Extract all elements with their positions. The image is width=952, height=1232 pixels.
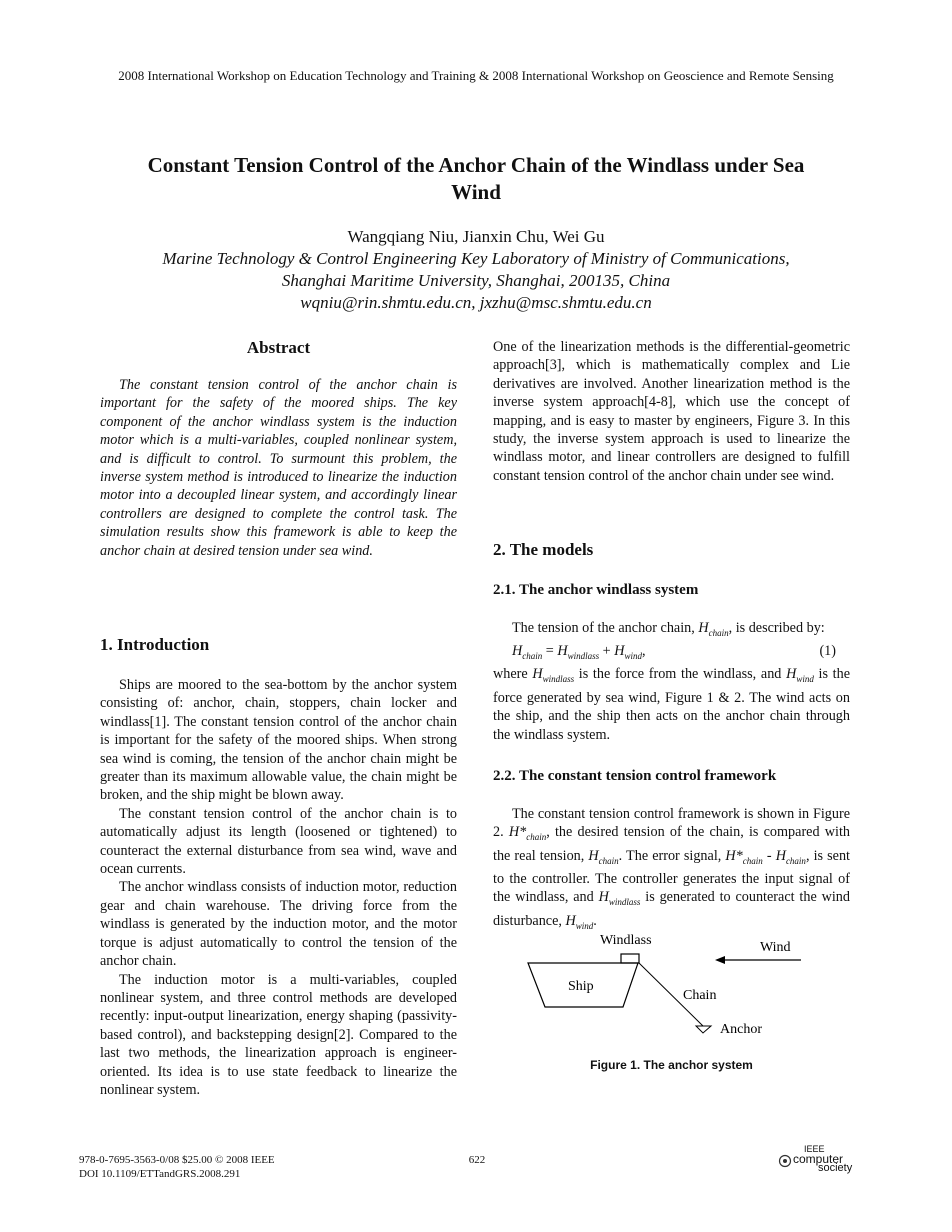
- equation-1: $H_{chain} = H_{windlass} + H_{wind}$, (1): [512, 643, 836, 662]
- right-column-intro: [493, 338, 850, 485]
- anchor-label: Anchor: [720, 1022, 762, 1037]
- intro-paragraph-2: The constant tension control of the anchor chain is to automatically adjust its length (loosened or tightened) to counteract the external disturbance from sea wind, wave and ocean currents.: [100, 805, 457, 878]
- introduction-heading: 1. Introduction: [100, 635, 210, 654]
- intro-paragraph-3: The anchor windlass consists of induction motor, reduction gear and chain warehouse. The driving force from the windlass is generated by the induction motor, and the motor torque is adjust automatically to control the tension of the anchor chain.: [100, 879, 457, 970]
- equation-number: (1): [819, 643, 836, 660]
- section-2-2-body: [493, 805, 850, 935]
- paper-title: [100, 152, 852, 206]
- ieee-computer-society-logo: [778, 1145, 860, 1175]
- figure-1-caption: Figure 1. The anchor system: [590, 1058, 753, 1072]
- abstract-text: The constant tension control of the anchor chain is important for the safety of the moored ships. The key component of the anchor windlass system is the induction motor which is a multi-variables, coupled nonlinear system, and is difficult to control. To surmount this problem, the inverse system method is introduced to linearize the induction motor into a decoupled linear system, and accordingly linear controllers are designed to complete the control task. The simulation results show this framework is able to keep the anchor chain at desired tension under sea wind.: [100, 377, 457, 559]
- section-2-1-heading: 2.1. The anchor windlass system: [493, 582, 699, 598]
- sec21-intro: The tension of the anchor chain, $H_{chain}$, is described by:: [512, 620, 825, 638]
- models-heading: 2. The models: [493, 540, 594, 559]
- page-number: 622: [468, 1154, 486, 1166]
- windlass-box: [621, 954, 639, 963]
- intro-paragraph-1: Ships are moored to the sea-bottom by the anchor system consisting of: anchor, chain, stoppers, chain locker and windlass[1]. The constant tension control of the anchor chain is important for the safety of the moored ships. When strong sea wind is coming, the tension of the anchor chain might be greater than its maximum allowable value, the chain might be broken, and the ship might be blown away.: [100, 677, 457, 804]
- affiliation-line-1: Marine Technology & Control Engineering Key Laboratory of Ministry of Communications,: [162, 249, 790, 268]
- abstract-body: [100, 376, 457, 560]
- wind-label: Wind: [760, 940, 791, 955]
- sec21-where: where $H_{windlass}$ is the force from the windlass, and $H_{wind}$ is the force generated by sea wind, Figure 1 & 2. The wind acts on the ship, and the ship then acts on the anchor chain through the windlass system.: [493, 666, 850, 743]
- anchor-icon: [696, 1026, 711, 1033]
- conference-header: 2008 International Workshop on Education Technology and Training & 2008 International Workshop on Geoscience and Remote Sensing: [118, 68, 834, 83]
- section-2-2-heading: 2.2. The constant tension control framework: [493, 768, 777, 784]
- logo-text-ieee: IEEE: [804, 1144, 825, 1154]
- title-line-2: Wind: [451, 180, 501, 204]
- footer-isbn: 978-0-7695-3563-0/08 $25.00 © 2008 IEEE: [79, 1154, 275, 1166]
- intro-paragraph-4: The induction motor is a multi-variables, coupled nonlinear system, and three control methods are developed recently: input-output linearization, energy shaping (passivity-based control), and backstepping design[2]. Compared to the last two methods, the linearization approach is engineer-oriented. Its idea is to use state feedback to linearize the nonlinear system.: [100, 971, 457, 1098]
- footer-doi: DOI 10.1109/ETTandGRS.2008.291: [79, 1168, 241, 1180]
- author-emails: wqniu@rin.shmtu.edu.cn, jxzhu@msc.shmtu.edu.cn: [300, 293, 652, 312]
- abstract-heading: Abstract: [246, 338, 311, 357]
- author-names: Wangqiang Niu, Jianxin Chu, Wei Gu: [347, 227, 605, 246]
- ship-label: Ship: [568, 979, 594, 994]
- right-paragraph-1: One of the linearization methods is the differential-geometric approach[3], which is mathematically complex and Lie derivatives are involved. Another linearization method is the inverse system approach[4-8], which use the concept of mapping, and is easy to master by engineers, Figure 3. In this study, the inverse system approach is used to linearize the windlass motor, and linear controllers are designed to fulfill constant tension control of the anchor chain under see wind.: [493, 339, 850, 484]
- section-2-1-body: [493, 619, 850, 744]
- chain-label: Chain: [683, 988, 717, 1003]
- logo-text-society: society: [818, 1162, 853, 1174]
- logo-text-computer: computer: [793, 1152, 844, 1166]
- author-block: [100, 226, 852, 314]
- footer-publication-info: [79, 1153, 275, 1181]
- sec22-paragraph: The constant tension control framework is shown in Figure 2. $H*_{chain}$, the desired tension of the chain, is compared with the real tension, $H_{chain}$. The error signal, $H*_{chain} - H_{chain}$, is sent to the controller. The controller generates the input signal of the windlass, and $H_{windlass}$ is generated to counteract the wind disturbance, $H_{wind}$.: [493, 806, 851, 931]
- affiliation-line-2: Shanghai Maritime University, Shanghai, 200135, China: [281, 271, 671, 290]
- wind-arrowhead: [715, 956, 725, 964]
- anchor-system-figure: [493, 925, 850, 1045]
- logo-emblem-icon: [778, 1154, 792, 1168]
- title-line-1: Constant Tension Control of the Anchor Chain of the Windlass under Sea: [147, 153, 805, 177]
- windlass-label: Windlass: [600, 933, 652, 948]
- introduction-body: [100, 676, 457, 1099]
